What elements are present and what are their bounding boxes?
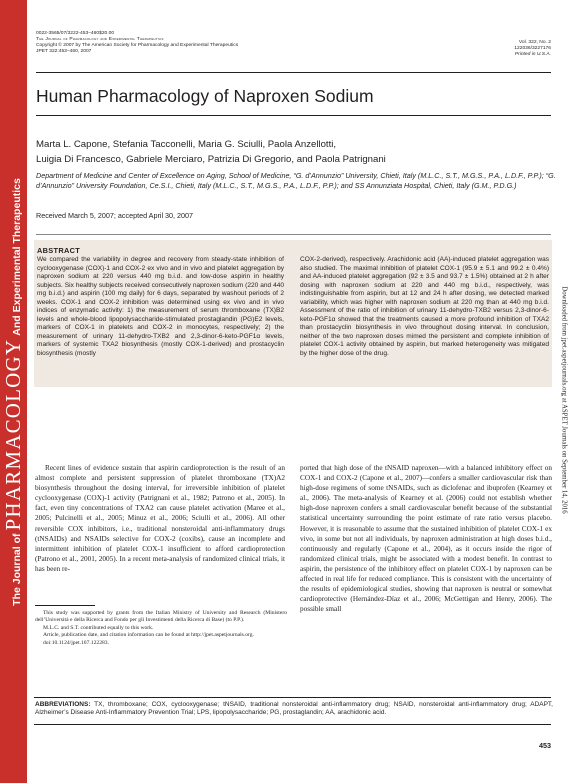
journal-band-part2: PHARMACOLOGY (1, 338, 25, 531)
header-rule (36, 72, 551, 73)
received-rule (36, 234, 551, 235)
header-printed: Printed in U.S.A. (514, 51, 551, 57)
affiliation: Department of Medicine and Center of Excellence on Aging, School of Medicine, “G. d’Annunzio” University, Chieti, Italy (M.L.C., S.T., M.G.S., P.A., L.D.F., P.P.); “G. d’Annunzio” University Foundation, Ce.S.I., Chieti, Italy (M.L.C., S.T., M.G.S., P.A., L.D.F., P.P.); and SS Annunziata Hospital, Chieti, Italy (G.M., P.D.G.) (36, 171, 556, 190)
abbreviations (35, 701, 553, 718)
footnote-article-info: Article, publication date, and citation information can be found at http://jpet.aspetjournals.org. (43, 632, 255, 639)
header-copyright: Copyright © 2007 by The American Society for Pharmacology and Experimental Therapeutics (36, 42, 239, 48)
header-right (514, 40, 551, 58)
header-article-id: 122036/3227176 (514, 45, 551, 51)
title-rule (36, 115, 551, 116)
abstract-column-1: We compared the variability in degree and recovery from steady-state inhibition of cyclooxygenase (COX)-1 and COX-2 ex vivo and in vivo and platelet aggregation by naproxen sodium at 220 versus 440 mg b.i.d. and low-dose aspirin in healthy subjects. Six healthy subjects received consecutively naproxen sodium (220 and 440 mg b.i.d.) and aspirin (100 mg daily) for 6 days, separated by washout periods of 2 weeks. COX-1 and COX-2 inhibition was determined using ex vivo and in vivo indices of enzymatic activity: 1) the measurement of serum thromboxane (TX)B2 levels and whole-blood lipopolysaccharide-stimulated prostaglandin (PG)E2 levels, markers of COX-1 in platelets and COX-2 in monocytes, respectively; 2) the measurement of urinary 11-dehydro-TXB2 and 2,3-dinor-6-keto-PGF1α levels, markers of systemic TXA2 biosynthesis (mostly COX-1-derived) and prostacyclin biosynthesis (mostly (37, 256, 284, 358)
body-column-2: ported that high dose of the tNSAID naproxen—with a balanced inhibitory effect on COX-1 and COX-2 (Capone et al., 2007)—confers a smaller cardiovascular risk than high-dose regimens of some tNSAIDs, such as diclofenac and ibuprofen (Kearney et al., 2006). The meta-analysis of Kearney et al. (2006) could not establish whether high-dose naproxen confers a small cardiovascular benefit because of the substantial statistical uncertainty surrounding the point estimate of rate ratio versus placebo. However, it is reasonable to assume that the sustained inhibition of platelet COX-1 ex vivo, in some but not all individuals, by naproxen administration at high doses b.i.d., continuously and regularly (Capone et al., 2004), as it occurs inside the rigor of randomized clinical trials, might be associated with a modest benefit. In contrast to aspirin, the persistence of the inhibitory effect on platelet COX-1 by naproxen can be affected in real life for reduced compliance. This is consistent with the uncertainty of the results of epidemiological studies, showing that naproxen is neutral or somewhat cardioprotective (Hernández-Díaz et al., 2006; McGettigan and Henry, 2006). The possible small (300, 464, 552, 614)
author-line: Luigia Di Francesco, Gabriele Merciaro, Patrizia Di Gregorio, and Paola Patrignani (36, 154, 386, 165)
download-note: Downloaded from jpet.aspetjournals.org at ASPET Journals on September 14, 2016 (560, 286, 568, 514)
received-dates: Received March 5, 2007; accepted April 30, 2007 (36, 211, 194, 220)
author-list (36, 137, 386, 167)
header-citation: JPET 322:453–460, 2007 (36, 48, 92, 54)
author-line: Marta L. Capone, Stefania Tacconelli, Maria G. Sciulli, Paola Anzellotti, (36, 139, 337, 150)
journal-band-part3: And Experimental Therapeutics (11, 178, 23, 336)
abbreviations-label: ABBREVIATIONS: (35, 701, 91, 708)
header-volume: Vol. 322, No. 2 (518, 40, 551, 45)
footnotes (35, 610, 287, 647)
header-issn: 0022-3565/07/3222-453–460$20.00 (36, 31, 115, 36)
footnote-contribution: M.L.C. and S.T. contributed equally to this work. (43, 624, 154, 631)
abstract-column-2: COX-2-derived), respectively. Arachidonic acid (AA)-induced platelet aggregation was also studied. The maximal inhibition of platelet COX-1 (95.9 ± 5.1 and 99.2 ± 0.4%) and AA-induced platelet aggregation (92 ± 3.5 and 93.7 ± 1.5%) obtained at 2 h after dosing with naproxen sodium at 220 and 440 mg b.i.d., respectively, was indistinguishable from aspirin, but at 12 and 24 h after dosing, we detected marked variability, which was higher with naproxen sodium at 220 mg than at 440 mg b.i.d. Assessment of the ratio of inhibition of urinary 11-dehydro-TXB2 versus 2,3-dinor-6-keto-PGF1α showed that the treatments caused a more profound inhibition of TXA2 than prostacyclin biosynthesis in vivo throughout dosing interval. In conclusion, neither of the two naproxen doses mimed the persistent and complete inhibition of platelet COX-1 activity obtained by aspirin, but marked heterogeneity was mitigated by the higher dose of the drug. (300, 256, 549, 358)
abstract-heading: ABSTRACT (37, 246, 81, 255)
abbreviations-rule-top (34, 697, 551, 698)
header-journal-name: The Journal of Pharmacology and Experimental Therapeutics (36, 36, 164, 42)
page-number: 453 (539, 741, 551, 750)
abbreviations-rule-bottom (34, 724, 551, 725)
abbreviations-text: TX, thromboxane; COX, cyclooxygenase; tNSAID, traditional nonsteroidal anti-inflammatory drug; NSAID, nonsteroidal anti-inflammatory drug; ADAPT, Alzheimer’s Disease Anti-Inflammatory Prevention Trial; LPS, lipopolysaccharide; PG, prostaglandin; AA, arachidonic acid. (35, 701, 553, 717)
footnote-funding: This study was supported by grants from the Italian Ministry of University and Research (Ministero dell’Università e della Ricerca and Fondo per gli Investimenti della Ricerca di Base) (to P.P.). (35, 610, 287, 624)
article-title: Human Pharmacology of Naproxen Sodium (36, 86, 374, 106)
header-left (36, 31, 238, 55)
footnote-doi: doi:10.1124/jpet.107.122283. (43, 639, 109, 646)
journal-band-title (1, 12, 25, 772)
journal-band-part1: The Journal of (11, 533, 23, 606)
body-column-1: Recent lines of evidence sustain that aspirin cardioprotection is the result of an almost complete and persistent suppression of platelet thromboxane (TX)A2 biosynthesis throughout the dosing interval, for irreversible inhibition of platelet cyclooxygenase (COX)-1 activity (Patrignani et al., 1982; Patrono et al., 2005). In fact, even tiny concentrations of TXA2 can cause platelet activation (Maree et al., 2005; Pulcinelli et al., 2005; Minuz et al., 2006; Sciulli et al., 2006). All other reversible COX inhibitors, i.e., traditional nonsteroidal anti-inflammatory drugs (tNSAIDs) and NSAIDs selective for COX-2 (coxibs), cause an incomplete and intermittent inhibition of platelet COX-1 insufficient to afford cardioprotection (Patrono et al., 2001, 2005). In a recent meta-analysis of randomized clinical trials, it has been re- (35, 464, 285, 573)
footnote-rule (35, 605, 95, 606)
